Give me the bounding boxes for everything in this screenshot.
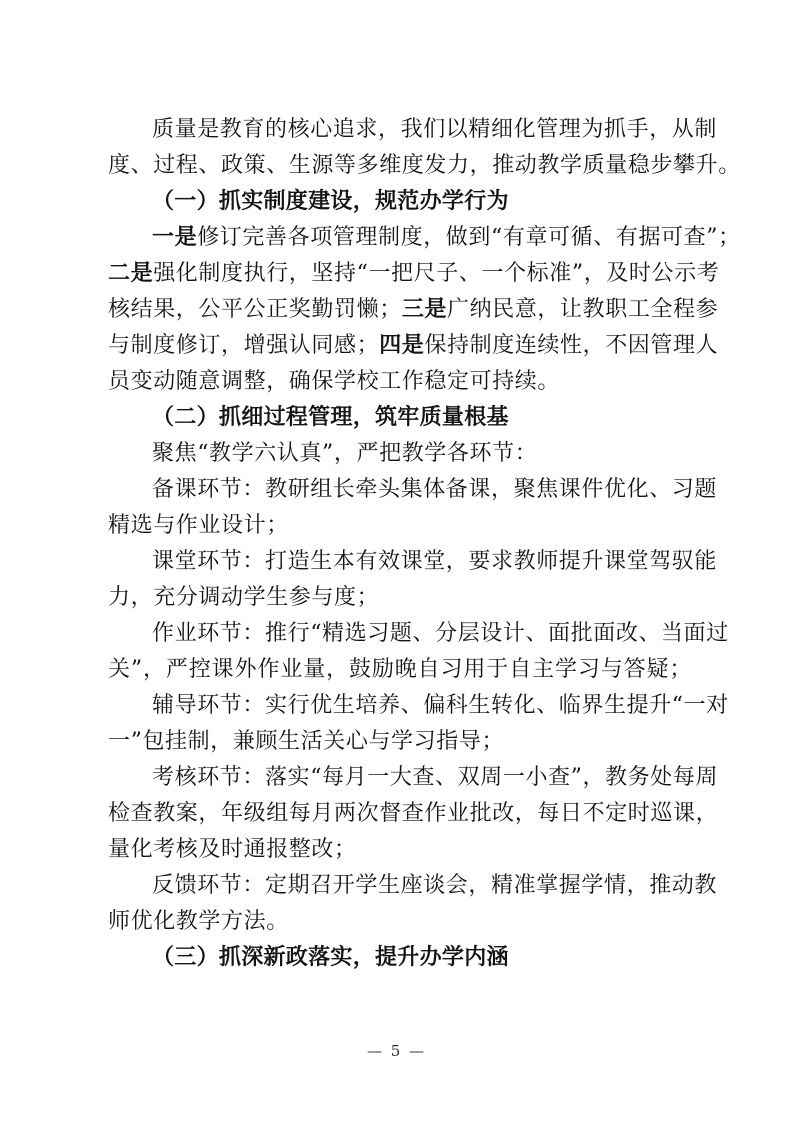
lead-marker-2: 二是 (108, 261, 154, 286)
tutoring-line-1: 辅导环节：实行优生培养、偏科生转化、临界生提升“一对 (152, 693, 729, 718)
page-number: — 5 — (366, 1042, 427, 1060)
section-1-line-4-text-a: 与制度修订，增强认同感； (108, 333, 380, 358)
section-1-line-1 (108, 220, 741, 256)
feedback-line-1: 反馈环节：定期召开学生座谈会，精准掌握学情，推动教 (152, 873, 718, 898)
section-2-heading: （二）抓细过程管理，筑牢质量根基 (152, 405, 509, 430)
homework-line-1: 作业环节：推行“精选习题、分层设计、面批面改、当面过 (152, 621, 729, 646)
section-3-heading: （三）抓深新政落实，提升办学内涵 (152, 945, 509, 970)
section-1-line-2 (108, 256, 720, 292)
section-1-line-2-text: 强化制度执行，坚持“一把尺子、一个标准”，及时公示考 (153, 261, 720, 286)
homework-line-2: 关”，严控课外作业量，鼓励晚自习用于自主学习与答疑； (108, 657, 692, 682)
classroom-line-1: 课堂环节：打造生本有效课堂，要求教师提升课堂驾驭能 (152, 549, 718, 574)
tutoring-line-2: 一”包挂制，兼顾生活关心与学习指导； (108, 729, 505, 754)
section-1-line-3-text-a: 核结果，公平公正奖勤罚懒； (108, 297, 402, 322)
classroom-line-2: 力，充分调动学生参与度； (108, 585, 380, 610)
feedback-line-2: 师优化教学方法。 (108, 909, 289, 934)
intro-line-2: 度、过程、政策、生源等多维度发力，推动教学质量稳步攀升。 (108, 153, 741, 178)
section-1-line-3-text-b: 广纳民意，让教职工全程参 (447, 297, 719, 322)
lesson-prep-line-2: 精选与作业设计； (108, 513, 289, 538)
section-1-line-4 (108, 328, 719, 364)
intro-line-1: 质量是教育的核心追求，我们以精细化管理为抓手，从制 (152, 117, 718, 142)
assessment-line-2: 检查教案，年级组每月两次督查作业批改，每日不定时巡课， (108, 801, 719, 826)
section-1-line-3 (108, 292, 719, 328)
section-1-heading: （一）抓实制度建设，规范办学行为 (152, 189, 509, 214)
lead-marker-3: 三是 (401, 297, 448, 322)
document-body (108, 112, 741, 976)
section-1-line-4-text-b: 保持制度连续性，不因管理人 (424, 333, 719, 358)
assessment-line-1: 考核环节：落实“每月一大查、双周一小查”，教务处每周 (152, 765, 719, 790)
lead-marker-4: 四是 (379, 333, 425, 358)
section-1-line-5: 员变动随意调整，确保学校工作稳定可持续。 (108, 369, 561, 394)
lesson-prep-line-1: 备课环节：教研组长牵头集体备课，聚焦课件优化、习题 (152, 477, 718, 502)
lead-marker-1: 一是 (152, 225, 198, 250)
assessment-line-3: 量化考核及时通报整改； (108, 837, 357, 862)
section-1-line-1-text: 修订完善各项管理制度，做到“有章可循、有据可查”； (197, 225, 741, 250)
section-2-intro: 聚焦“教学六认真”，严把教学各环节： (152, 441, 538, 466)
